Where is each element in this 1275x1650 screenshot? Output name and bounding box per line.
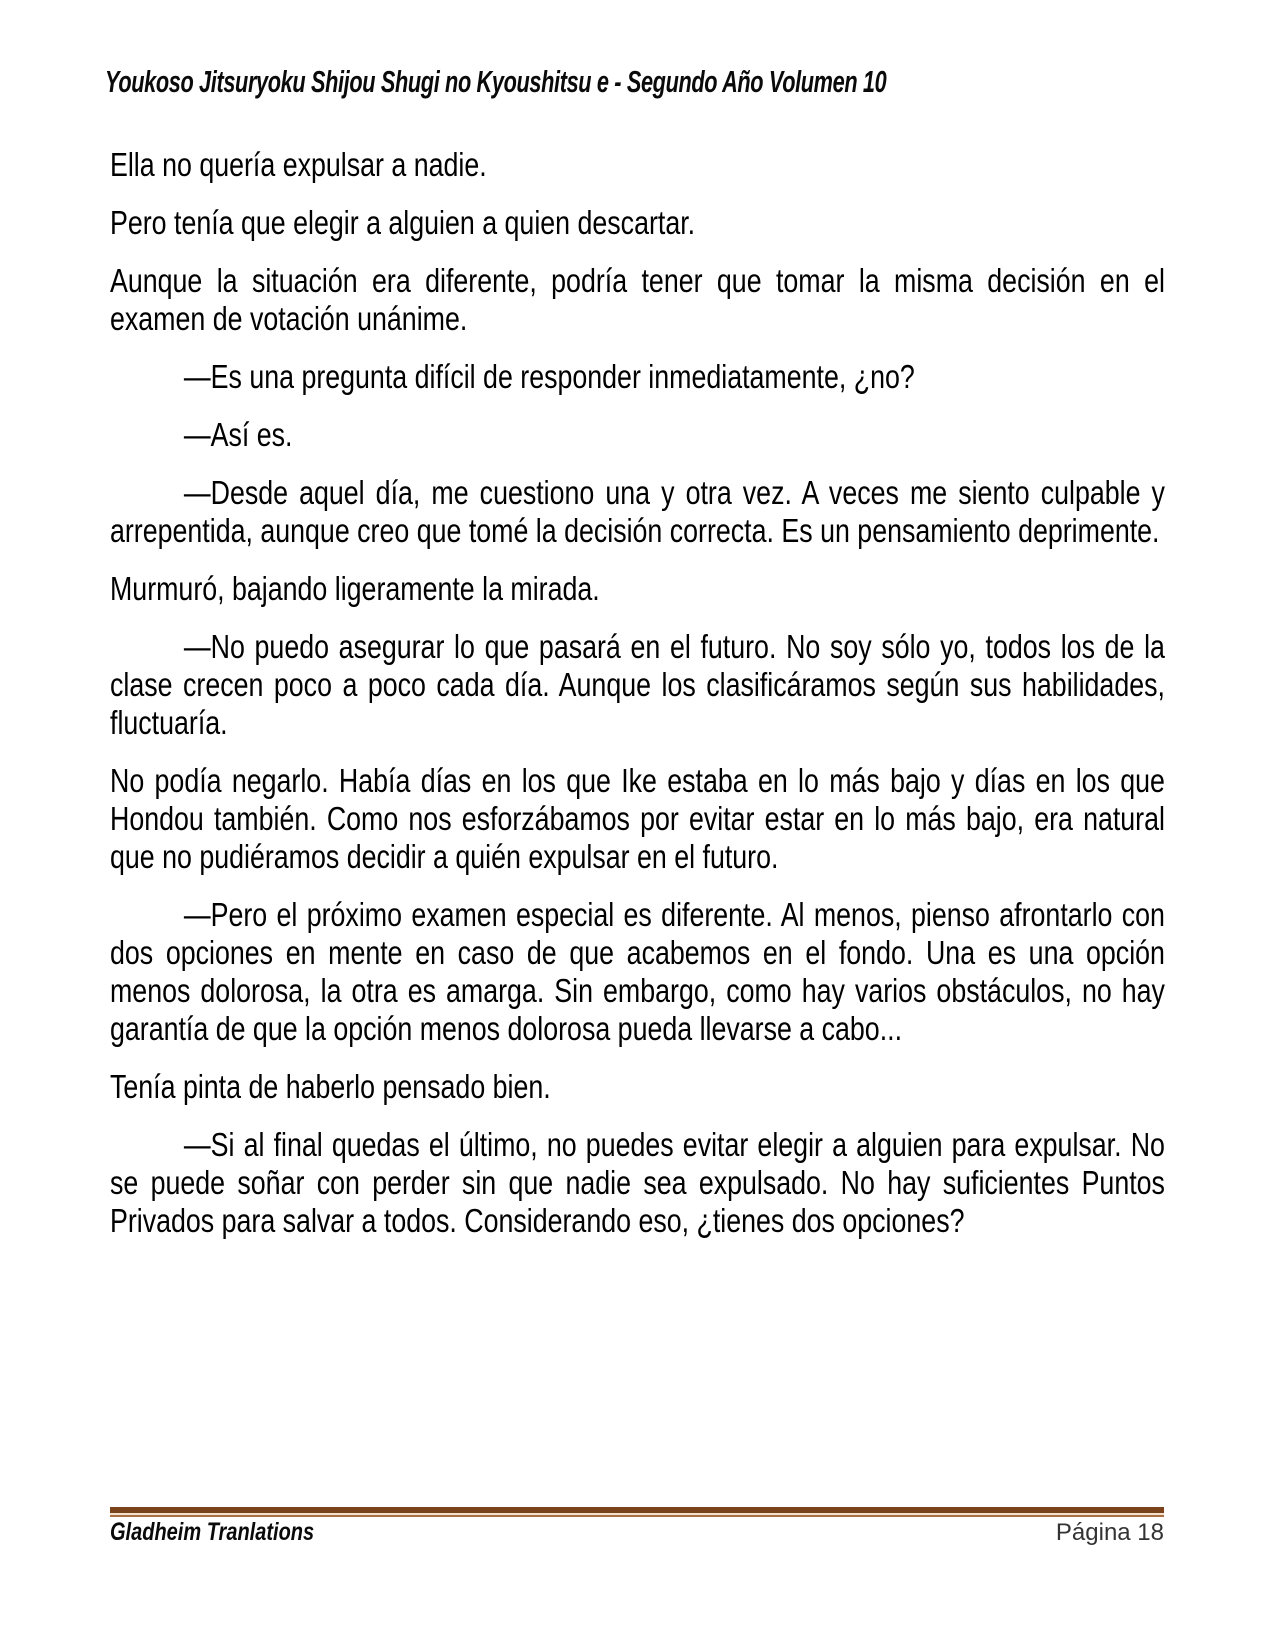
paragraph: —Así es.	[183, 416, 293, 453]
paragraph: —Desde aquel día, me cuestiono una y otra vez. A veces me siento culpable y arrepentida, aunque creo que tomé la decisión correcta. Es un pensamiento deprimente.	[110, 474, 1165, 549]
translator-name: Gladheim Tranlations	[110, 1518, 315, 1546]
page-footer	[110, 1516, 1164, 1549]
page-header	[105, 64, 1221, 100]
paragraph: Tenía pinta de haberlo pensado bien.	[110, 1068, 551, 1105]
paragraph: Aunque la situación era diferente, podría tener que tomar la misma decisión en el examen de votación unánime.	[110, 262, 1165, 337]
body-text	[110, 146, 1165, 1260]
paragraph: —No puedo asegurar lo que pasará en el futuro. No soy sólo yo, todos los de la clase crecen poco a poco cada día. Aunque los clasificáramos según sus habilidades, fluctuaría.	[110, 628, 1165, 741]
paragraph: Pero tenía que elegir a alguien a quien descartar.	[110, 204, 696, 241]
paragraph: Murmuró, bajando ligeramente la mirada.	[110, 570, 600, 607]
header-title: Youkoso Jitsuryoku Shijou Shugi no Kyoushitsu e - Segundo Año Volumen 10	[105, 64, 887, 99]
paragraph: Ella no quería expulsar a nadie.	[110, 146, 487, 183]
paragraph: —Si al final quedas el último, no puedes evitar elegir a alguien para expulsar. No se puede soñar con perder sin que nadie sea expulsado. No hay suficientes Puntos Privados para salvar a todos. Considerando eso, ¿tienes dos opciones?	[110, 1126, 1165, 1239]
paragraph: —Es una pregunta difícil de responder inmediatamente, ¿no?	[183, 358, 915, 395]
paragraph: —Pero el próximo examen especial es diferente. Al menos, pienso afrontarlo con dos opciones en mente en caso de que acabemos en el fondo. Una es una opción menos dolorosa, la otra es amarga. Sin embargo, como hay varios obstáculos, no hay garantía de que la opción menos dolorosa pueda llevarse a cabo...	[110, 896, 1165, 1047]
paragraph: No podía negarlo. Había días en los que Ike estaba en lo más bajo y días en los que Hondou también. Como nos esforzábamos por evitar estar en lo más bajo, era natural que no pudiéramos decidir a quién expulsar en el futuro.	[110, 762, 1165, 875]
page-number: Página 18	[1055, 1519, 1164, 1546]
